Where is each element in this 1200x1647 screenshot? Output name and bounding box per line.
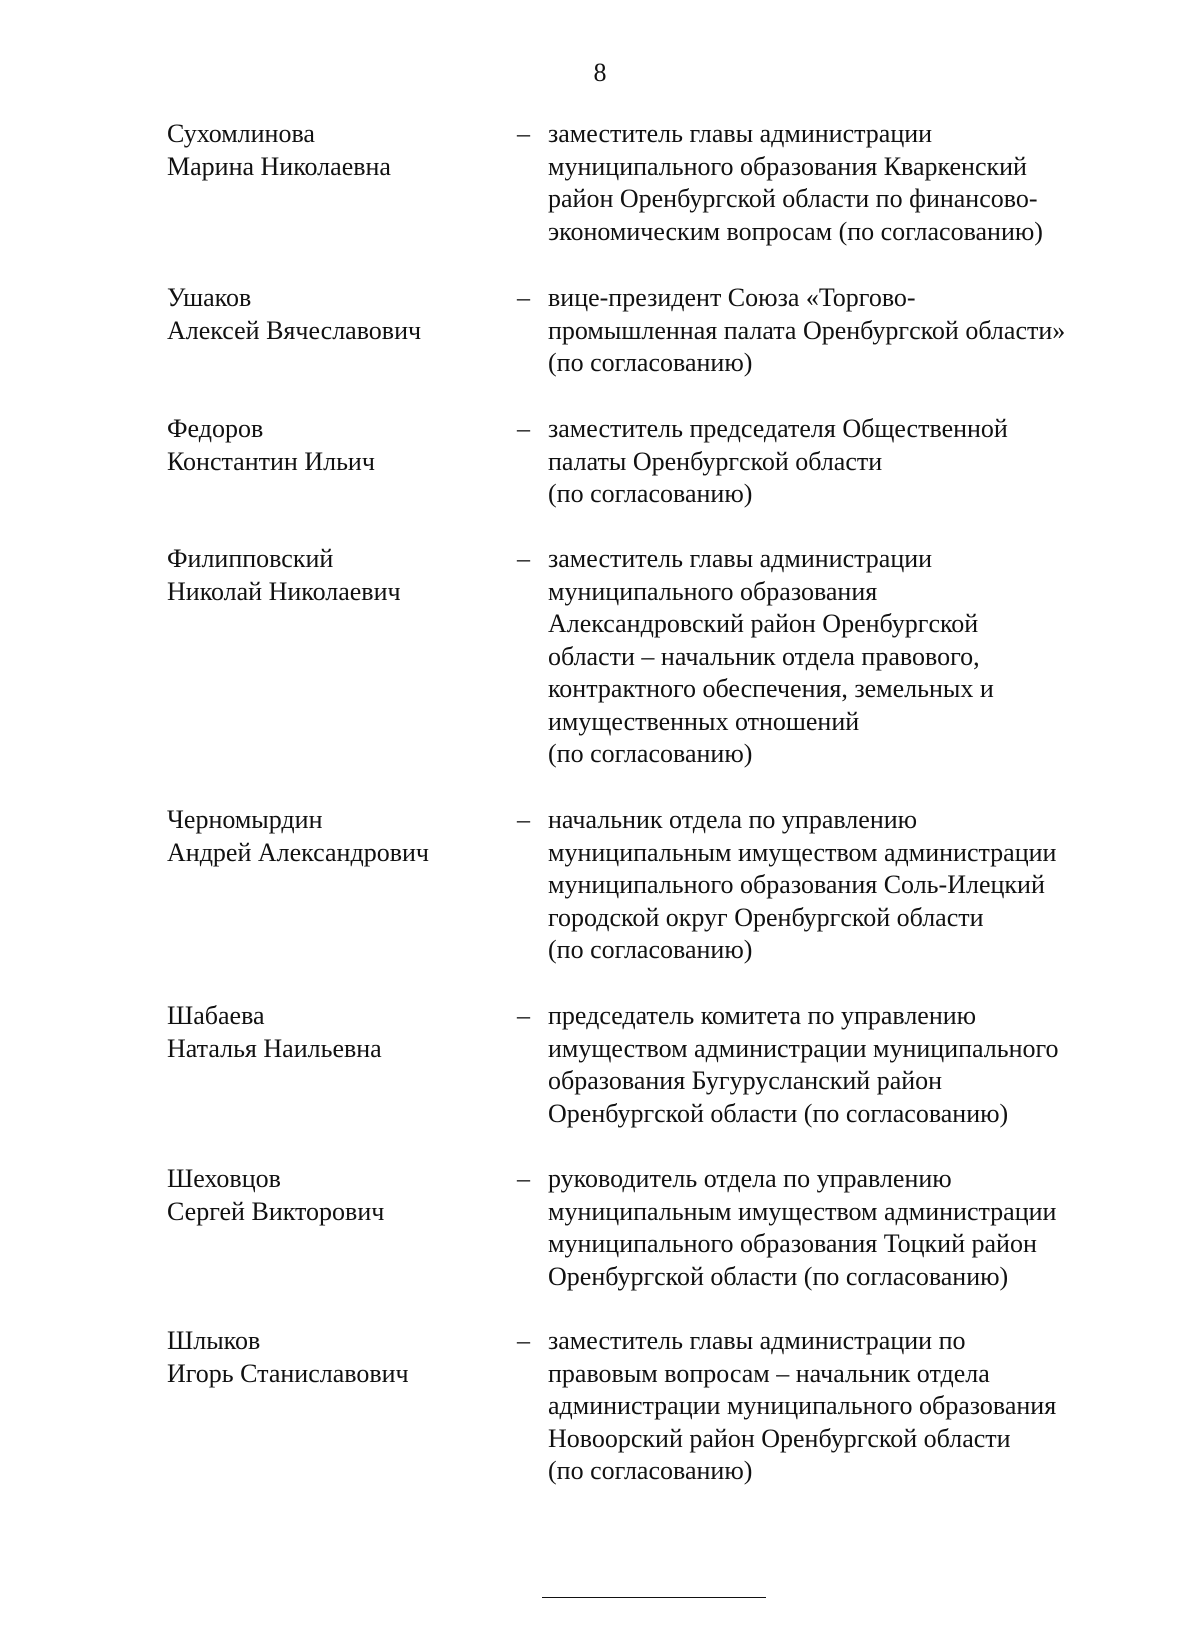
member-position [548,118,1128,248]
member-surname: Сухомлинова [167,119,315,148]
position-line: образования Бугурусланский район [548,1066,943,1095]
position-line: городской округ Оренбургской области [548,902,984,932]
member-surname: Шабаева [167,1001,265,1030]
position-line: имущественных отношений [548,706,860,736]
position-line: (по согласованию) [548,1456,753,1485]
member-name [167,543,467,608]
position-line: Оренбургской области (по согласованию) [548,1261,1009,1291]
member-surname: Федоров [167,414,264,443]
position-line: промышленная палата Оренбургской области» [548,315,1066,345]
position-line: заместитель главы администрации [548,544,933,573]
member-name [167,1325,467,1390]
member-given-names: Константин Ильич [167,446,375,476]
member-given-names: Николай Николаевич [167,576,401,606]
member-position [548,543,1128,771]
position-line: муниципального образования Соль-Илецкий [548,870,1045,899]
member-name [167,282,467,347]
position-line: Оренбургской области (по согласованию) [548,1098,1009,1128]
position-line: начальник отдела по управлению [548,805,918,834]
position-line: администрации муниципального образования [548,1391,1057,1420]
dash-separator: – [517,544,530,573]
member-given-names: Андрей Александрович [167,837,429,867]
position-line: муниципальным имуществом администрации [548,837,1057,867]
position-line: (по согласованию) [548,348,753,377]
position-line: муниципального образования [548,576,878,606]
position-line: экономическим вопросам (по согласованию) [548,216,1043,246]
dash-separator: – [517,283,530,312]
dash-separator: – [517,119,530,148]
position-line: (по согласованию) [548,479,753,508]
dash-separator: – [517,1164,530,1193]
member-surname: Черномырдин [167,805,323,834]
position-line: области – начальник отдела правового, [548,641,980,671]
member-name [167,1163,467,1228]
page-number: 8 [593,58,607,87]
position-line: имуществом администрации муниципального [548,1033,1059,1063]
member-given-names: Наталья Наильевна [167,1033,382,1063]
position-line: заместитель главы администрации [548,119,933,148]
position-line: (по согласованию) [548,739,753,768]
member-name [167,413,467,478]
member-name [167,118,467,183]
position-line: Новоорский район Оренбургской области [548,1423,1011,1453]
member-position [548,1325,1128,1488]
position-line: муниципальным имуществом администрации [548,1196,1057,1226]
dash-separator: – [517,1326,530,1355]
member-given-names: Алексей Вячеславович [167,315,422,345]
position-line: заместитель главы администрации по [548,1326,966,1355]
member-surname: Шлыков [167,1326,261,1355]
member-position [548,804,1128,967]
member-given-names: Игорь Станиславович [167,1358,409,1388]
dash-separator: – [517,1001,530,1030]
dash-separator: – [517,805,530,834]
member-name [167,1000,467,1065]
member-position [548,1000,1128,1130]
dash-separator: – [517,414,530,443]
member-position [548,282,1128,380]
member-name [167,804,467,869]
member-surname: Шеховцов [167,1164,281,1193]
position-line: руководитель отдела по управлению [548,1164,952,1193]
member-position [548,413,1128,511]
member-surname: Филипповский [167,544,334,573]
position-line: Александровский район Оренбургской [548,609,979,638]
position-line: контрактного обеспечения, земельных и [548,674,994,703]
position-line: заместитель председателя Общественной [548,414,1008,443]
member-position [548,1163,1128,1293]
member-given-names: Марина Николаевна [167,151,391,181]
position-line: палаты Оренбургской области [548,446,883,476]
position-line: район Оренбургской области по финансово- [548,184,1038,213]
position-line: муниципального образования Кваркенский [548,151,1027,181]
position-line: муниципального образования Тоцкий район [548,1229,1037,1258]
member-surname: Ушаков [167,283,252,312]
position-line: (по согласованию) [548,935,753,964]
closing-rule [542,1597,766,1598]
position-line: председатель комитета по управлению [548,1001,977,1030]
member-given-names: Сергей Викторович [167,1196,385,1226]
position-line: правовым вопросам – начальник отдела [548,1358,990,1388]
position-line: вице-президент Союза «Торгово- [548,283,916,312]
